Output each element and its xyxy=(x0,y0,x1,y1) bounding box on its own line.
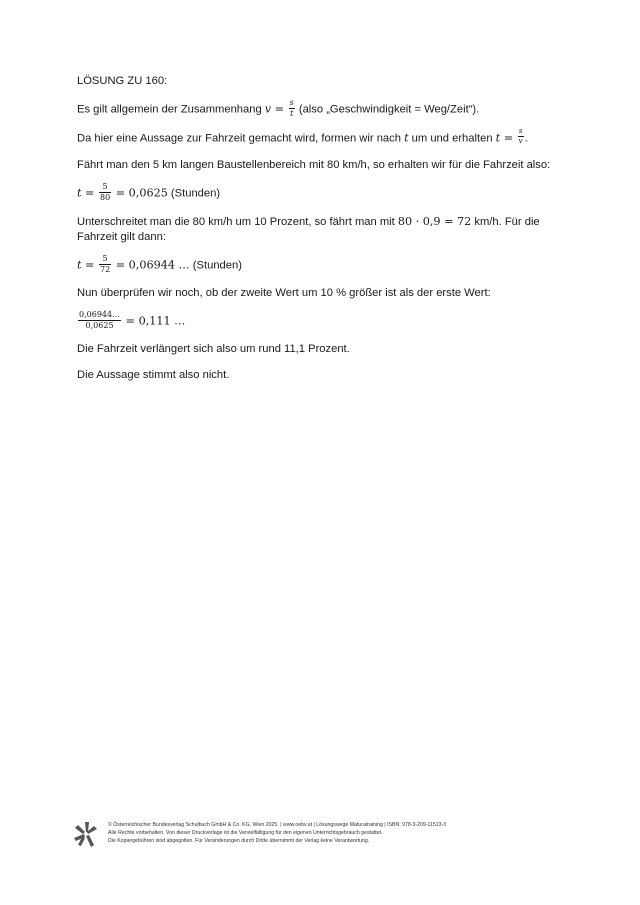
unit-label: (Stunden) xyxy=(189,259,242,272)
solution-heading: LÖSUNG ZU 160: xyxy=(77,75,168,87)
equation-ratio xyxy=(77,312,577,331)
math-variable: t xyxy=(77,258,82,272)
paragraph-rearrange xyxy=(77,127,577,147)
fraction-s-over-t xyxy=(289,99,295,118)
text-segment: km/h. Für die Fahrzeit gilt dann: xyxy=(77,216,540,243)
publisher-logo-icon xyxy=(72,820,100,848)
text-segment: . xyxy=(524,132,528,145)
fraction-denominator: v xyxy=(518,137,523,145)
fraction-numerator: 0,06944… xyxy=(79,310,121,319)
paragraph-conclusion: Die Aussage stimmt also nicht. xyxy=(77,369,230,381)
paragraph-scenario: Fährt man den 5 km langen Baustellenbereich mit 80 km/h, so erhalten wir für die Fahrzeit also: xyxy=(77,159,551,171)
footer-line: © Österreichischer Bundesverlag Schulbuch GmbH & Co. KG, Wien 2025. | www.oebv.at | Lösungswege Maturatraining | ISBN: 978-3-209-11513-3 xyxy=(108,822,447,828)
paragraph-result: Die Fahrzeit verlängert sich also um rund 11,1 Prozent. xyxy=(77,343,350,355)
fraction-numerator: s xyxy=(518,127,523,135)
fraction-denominator: 0,0625 xyxy=(85,321,114,330)
paragraph-check: Nun überprüfen wir noch, ob der zweite Wert um 10 % größer ist als der erste Wert: xyxy=(77,287,491,299)
footer-line: Die Kopiergebühren sind abgegolten. Für Veränderungen durch Dritte übernimmt der Verlag keine Verantwortung. xyxy=(108,838,370,844)
math-expression: 80 · 0,9 = 72 xyxy=(397,215,472,228)
math-variable: t xyxy=(77,186,82,200)
text-segment: (also „Geschwindigkeit = Weg/Zeit“). xyxy=(295,103,480,116)
fraction-5-over-72 xyxy=(99,255,111,274)
math-variable: t xyxy=(404,131,409,145)
math-result: = 0,111 … xyxy=(122,314,186,328)
math-result: = 0,06944 … xyxy=(112,258,190,272)
fraction-numerator: 5 xyxy=(99,183,111,193)
fraction-denominator: 72 xyxy=(100,265,111,274)
solution-content xyxy=(77,74,577,394)
footer-text xyxy=(108,821,446,845)
text-segment: um und erhalten xyxy=(408,132,496,145)
fraction-denominator: 80 xyxy=(100,193,111,202)
paragraph-speed-reduction xyxy=(77,214,577,245)
math-equals: = xyxy=(81,186,98,200)
text-segment: Da hier eine Aussage zur Fahrzeit gemacht wird, formen wir nach xyxy=(77,132,405,145)
math-result: = 0,0625 xyxy=(112,186,168,200)
page-footer xyxy=(72,820,592,850)
text-segment: Unterschreitet man die 80 km/h um 10 Prozent, so fährt man mit xyxy=(77,216,398,228)
math-equals: = xyxy=(500,131,517,145)
fraction-ratio xyxy=(78,311,121,330)
fraction-5-over-80 xyxy=(99,183,111,202)
math-variable: v xyxy=(264,102,272,116)
footer-line: Alle Rechte vorbehalten. Von dieser Druckvorlage ist die Vervielfältigung für den eigenen Unterrichtsgebrauch gestattet. xyxy=(108,830,383,836)
math-equals: = xyxy=(81,258,98,272)
fraction-s-over-v xyxy=(518,128,524,145)
equation-second-time xyxy=(77,256,577,275)
math-equals: = xyxy=(271,102,288,116)
fraction-denominator: t xyxy=(290,109,294,118)
unit-label: (Stunden) xyxy=(167,187,221,200)
paragraph-relation xyxy=(77,100,577,119)
text-segment: Es gilt allgemein der Zusammenhang xyxy=(77,103,265,116)
fraction-numerator: 5 xyxy=(99,255,111,265)
math-variable: t xyxy=(495,131,501,145)
equation-first-time xyxy=(77,184,577,203)
fraction-numerator: s xyxy=(289,98,294,107)
